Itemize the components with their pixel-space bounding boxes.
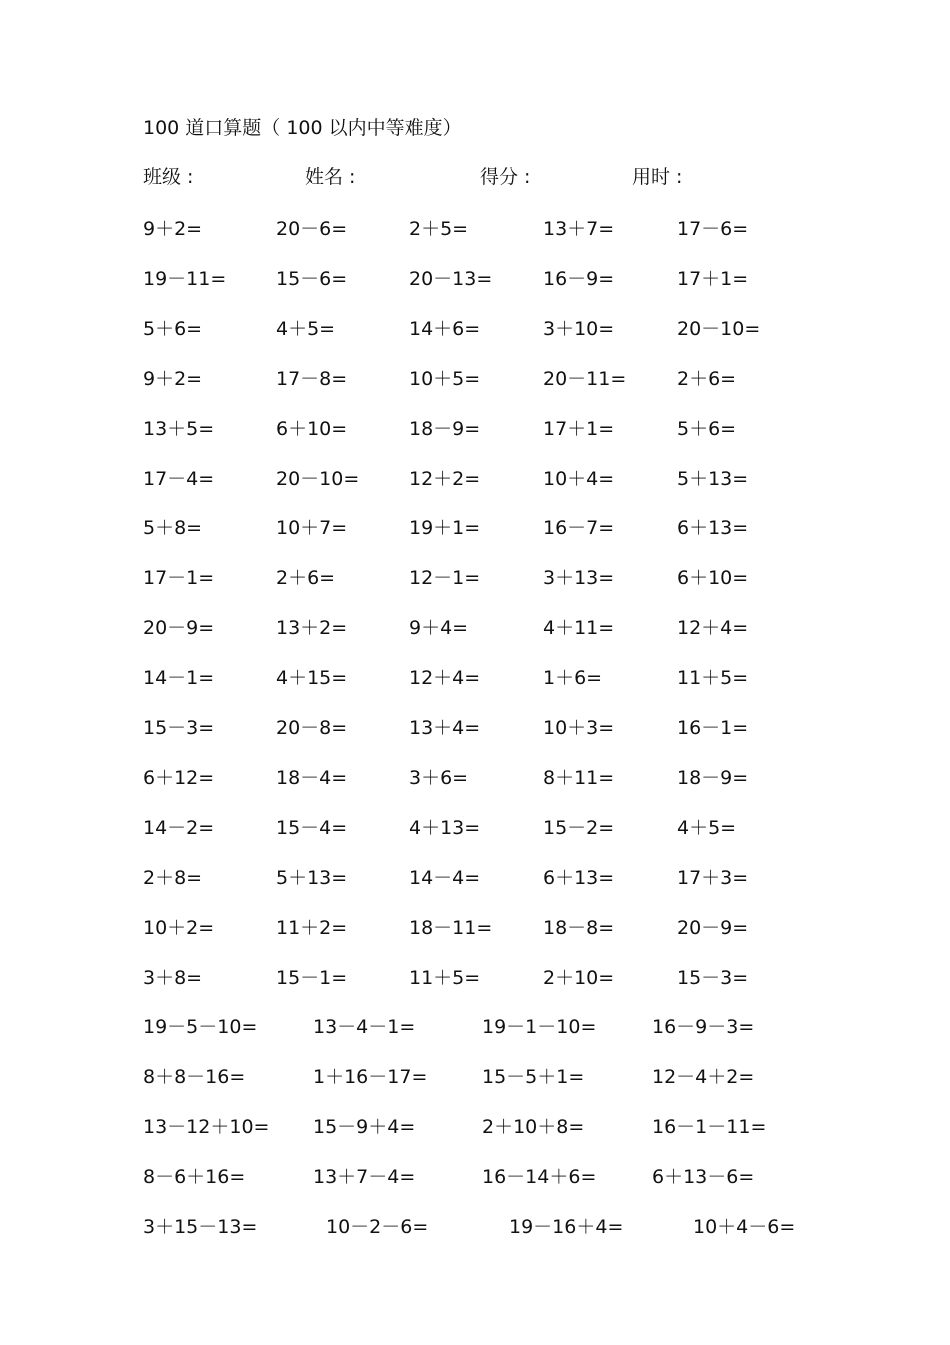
problem: 9＋2= xyxy=(143,367,203,390)
problem: 8－6＋16= xyxy=(143,1166,246,1189)
problem: 18－9= xyxy=(409,417,481,440)
problem: 19－5－10= xyxy=(143,1016,258,1039)
problem: 5＋6= xyxy=(677,417,737,440)
problem: 15－5＋1= xyxy=(482,1066,585,1089)
problem: 10＋7= xyxy=(276,517,348,540)
problem: 5＋13= xyxy=(677,467,749,490)
problem: 15－4= xyxy=(276,816,348,839)
problem: 2＋10= xyxy=(543,966,615,989)
problem: 17－6= xyxy=(677,218,749,240)
problem: 11＋5= xyxy=(677,667,749,690)
problem: 17＋3= xyxy=(677,866,749,889)
problem-row xyxy=(0,1214,950,1240)
problem: 14－2= xyxy=(143,816,215,839)
problem: 9＋4= xyxy=(409,617,469,640)
problem-row xyxy=(0,366,950,392)
problem: 5＋6= xyxy=(143,317,203,340)
problem: 14＋6= xyxy=(409,317,481,340)
problem: 3＋8= xyxy=(143,966,203,989)
problem: 3＋10= xyxy=(543,317,615,340)
problem: 3＋15－13= xyxy=(143,1216,258,1238)
problem: 15－3= xyxy=(143,717,215,739)
problem: 13＋2= xyxy=(276,617,348,640)
problem: 5＋13= xyxy=(276,866,348,889)
problem: 12＋4= xyxy=(677,617,749,640)
problem: 13＋5= xyxy=(143,417,215,440)
problem: 6＋12= xyxy=(143,766,215,789)
problem: 16－9= xyxy=(543,267,615,290)
problem-row xyxy=(0,1114,950,1140)
problem: 8＋8－16= xyxy=(143,1066,246,1089)
problem: 15－6= xyxy=(276,267,348,290)
problem: 19－11= xyxy=(143,267,227,290)
problem: 11＋2= xyxy=(276,916,348,939)
time-label: 用时 : xyxy=(632,166,683,188)
problem: 18－8= xyxy=(543,916,615,939)
problem: 17－8= xyxy=(276,367,348,390)
problem: 6＋10= xyxy=(677,567,749,590)
problem: 15－3= xyxy=(677,966,749,989)
problem: 10＋5= xyxy=(409,367,481,390)
score-label: 得分 : xyxy=(480,166,531,188)
problem: 2＋6= xyxy=(276,567,336,590)
problem: 3＋6= xyxy=(409,766,469,789)
problem-row xyxy=(0,1014,950,1040)
problem: 4＋13= xyxy=(409,816,481,839)
problem: 13＋4= xyxy=(409,717,481,739)
problem: 16－14＋6= xyxy=(482,1166,597,1189)
problem: 4＋5= xyxy=(677,816,737,839)
problem: 8＋11= xyxy=(543,766,615,789)
problem-row xyxy=(0,965,950,991)
problem: 16－7= xyxy=(543,517,615,540)
problem-row xyxy=(0,216,950,242)
problem-row xyxy=(0,416,950,442)
problem: 12－4＋2= xyxy=(652,1066,755,1089)
problem: 10＋2= xyxy=(143,916,215,939)
problem: 20－9= xyxy=(143,617,215,640)
problem: 2＋8= xyxy=(143,866,203,889)
problem: 1＋16－17= xyxy=(313,1066,428,1089)
problem-row xyxy=(0,266,950,292)
problem: 16－1－11= xyxy=(652,1116,767,1139)
problem: 20－13= xyxy=(409,267,493,290)
problem: 12－1= xyxy=(409,567,481,590)
problem: 14－1= xyxy=(143,667,215,690)
problem: 17＋1= xyxy=(677,267,749,290)
problem: 3＋13= xyxy=(543,567,615,590)
problem: 18－4= xyxy=(276,766,348,789)
problem-row xyxy=(0,316,950,342)
problem: 15－1= xyxy=(276,966,348,989)
problem: 13－4－1= xyxy=(313,1016,416,1039)
problem: 6＋13－6= xyxy=(652,1166,755,1189)
problem: 17＋1= xyxy=(543,417,615,440)
problem: 12＋2= xyxy=(409,467,481,490)
problem: 2＋6= xyxy=(677,367,737,390)
problem: 13＋7－4= xyxy=(313,1166,416,1189)
problem: 10－2－6= xyxy=(326,1216,429,1238)
problem-row xyxy=(0,466,950,492)
problem-row xyxy=(0,665,950,691)
problem: 20－9= xyxy=(677,916,749,939)
problem-row xyxy=(0,515,950,541)
problem-row xyxy=(0,865,950,891)
problem-row xyxy=(0,815,950,841)
problem: 16－9－3= xyxy=(652,1016,755,1039)
problem: 19＋1= xyxy=(409,517,481,540)
problem: 12＋4= xyxy=(409,667,481,690)
problem: 16－1= xyxy=(677,717,749,739)
problem: 15－9＋4= xyxy=(313,1116,416,1139)
problem: 20－6= xyxy=(276,218,348,240)
problem: 17－1= xyxy=(143,567,215,590)
problem: 20－11= xyxy=(543,367,627,390)
problem-row xyxy=(0,615,950,641)
problem: 13＋7= xyxy=(543,218,615,240)
problem: 18－9= xyxy=(677,766,749,789)
problem: 17－4= xyxy=(143,467,215,490)
problem: 15－2= xyxy=(543,816,615,839)
problem: 9＋2= xyxy=(143,218,203,240)
page-title: 100 道口算题（ 100 以内中等难度） xyxy=(143,117,462,139)
problem: 1＋6= xyxy=(543,667,603,690)
problem: 5＋8= xyxy=(143,517,203,540)
problem: 10＋4－6= xyxy=(693,1216,796,1238)
problem: 4＋15= xyxy=(276,667,348,690)
problem-row xyxy=(0,1164,950,1190)
problem: 20－10= xyxy=(677,317,761,340)
problem: 18－11= xyxy=(409,916,493,939)
problem: 10＋4= xyxy=(543,467,615,490)
problem: 13－12＋10= xyxy=(143,1116,270,1139)
problem: 20－8= xyxy=(276,717,348,739)
problem-row xyxy=(0,715,950,741)
problem: 6＋13= xyxy=(677,517,749,540)
problem: 11＋5= xyxy=(409,966,481,989)
problem: 4＋11= xyxy=(543,617,615,640)
problem-row xyxy=(0,765,950,791)
problem: 14－4= xyxy=(409,866,481,889)
problem: 10＋3= xyxy=(543,717,615,739)
problem: 2＋5= xyxy=(409,218,469,240)
problem: 20－10= xyxy=(276,467,360,490)
problem-row xyxy=(0,1064,950,1090)
class-label: 班级 : xyxy=(143,166,194,188)
problem: 19－1－10= xyxy=(482,1016,597,1039)
problem: 4＋5= xyxy=(276,317,336,340)
problem: 6＋10= xyxy=(276,417,348,440)
problem-row xyxy=(0,565,950,591)
problem: 6＋13= xyxy=(543,866,615,889)
problem: 19－16＋4= xyxy=(509,1216,624,1238)
problem: 2＋10＋8= xyxy=(482,1116,585,1139)
name-label: 姓名 : xyxy=(305,166,356,188)
problem-row xyxy=(0,915,950,941)
